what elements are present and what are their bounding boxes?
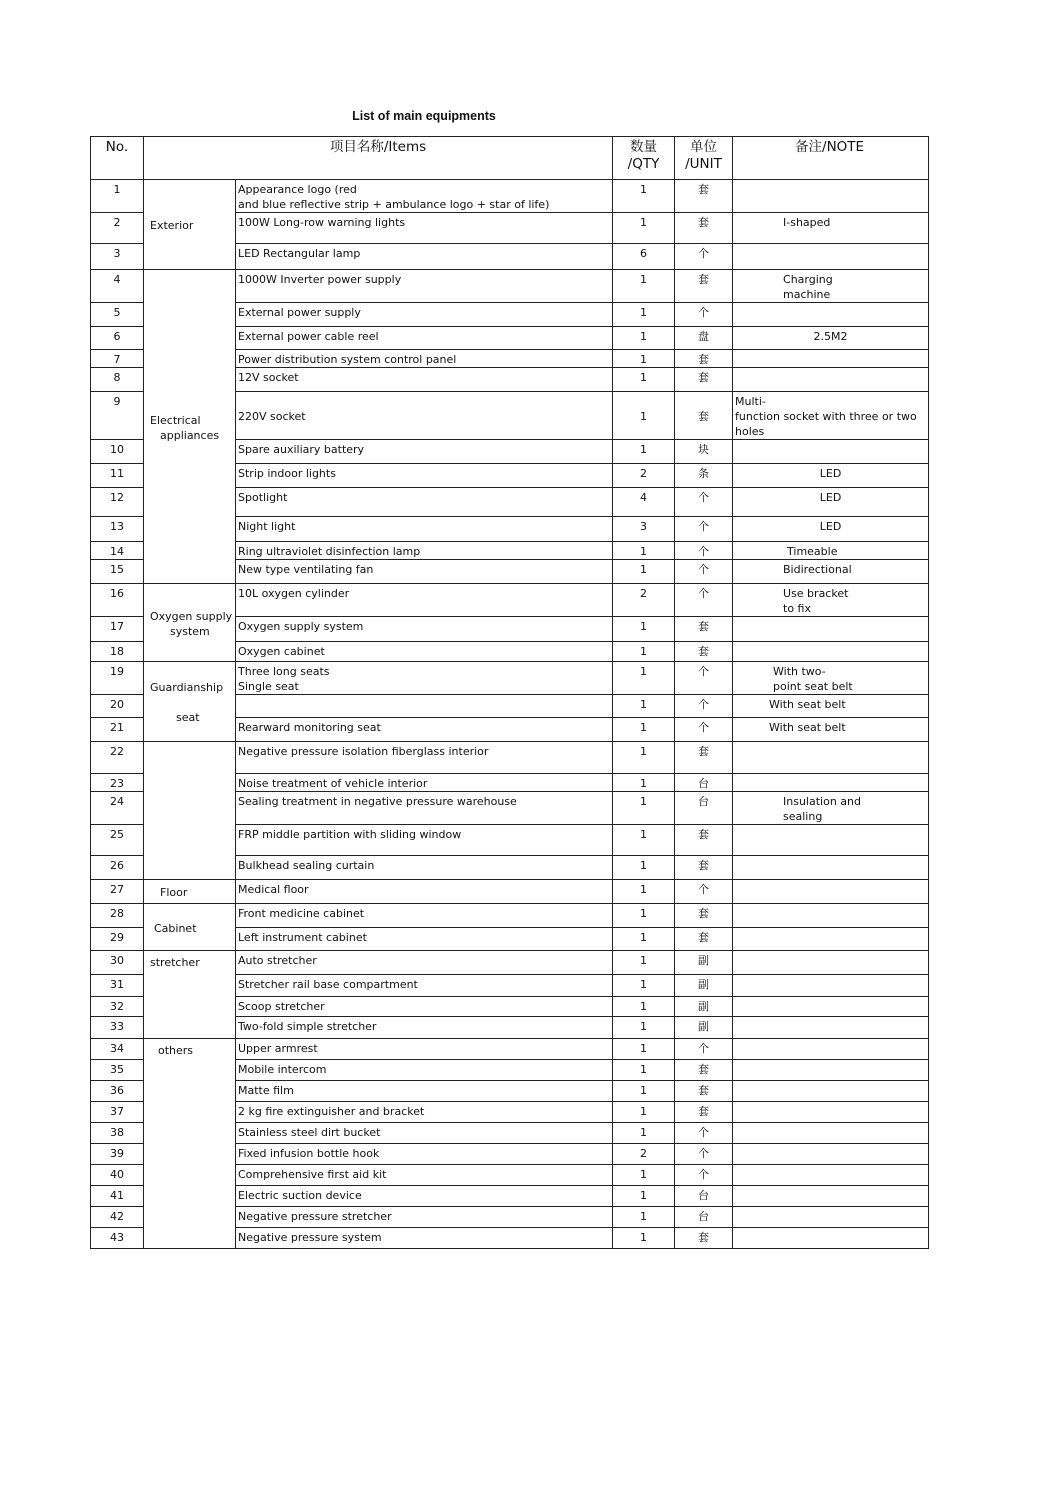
item-name: Spare auxiliary battery xyxy=(236,440,613,464)
item-note: Bidirectional xyxy=(733,560,929,584)
item-note xyxy=(733,1081,929,1102)
row-number: 29 xyxy=(91,928,144,951)
row-number: 21 xyxy=(91,718,144,742)
group-label xyxy=(144,270,236,584)
item-name: 10L oxygen cylinder xyxy=(236,584,613,617)
item-unit: 套 xyxy=(675,1081,733,1102)
row-number: 12 xyxy=(91,488,144,517)
row-number: 3 xyxy=(91,244,144,270)
item-qty: 1 xyxy=(613,213,675,244)
item-name: Oxygen supply system xyxy=(236,617,613,642)
item-qty: 1 xyxy=(613,695,675,718)
item-name: LED Rectangular lamp xyxy=(236,244,613,270)
item-name: Matte film xyxy=(236,1081,613,1102)
item-unit: 套 xyxy=(675,350,733,368)
item-note xyxy=(733,880,929,904)
group-label-line: system xyxy=(170,624,210,638)
header-note: 备注/NOTE xyxy=(733,137,929,180)
header-unit-line1: 单位 xyxy=(690,139,718,155)
item-unit: 副 xyxy=(675,975,733,997)
item-qty: 1 xyxy=(613,1186,675,1207)
item-note: Use bracket to fix xyxy=(733,584,929,617)
item-name: Negative pressure stretcher xyxy=(236,1207,613,1228)
item-note: With seat belt xyxy=(733,718,929,742)
item-qty: 1 xyxy=(613,560,675,584)
item-qty: 1 xyxy=(613,303,675,327)
item-note: With seat belt xyxy=(733,695,929,718)
row-number: 9 xyxy=(91,392,144,440)
item-name: Front medicine cabinet xyxy=(236,904,613,928)
item-name: Appearance logo (red and blue reflective strip + ambulance logo + star of life) xyxy=(236,180,613,213)
item-unit: 套 xyxy=(675,392,733,440)
item-unit: 套 xyxy=(675,1102,733,1123)
item-name: Three long seats Single seat xyxy=(236,662,613,695)
header-items: 项目名称/Items xyxy=(144,137,613,180)
item-qty: 1 xyxy=(613,1039,675,1060)
item-note xyxy=(733,904,929,928)
item-name: Scoop stretcher xyxy=(236,997,613,1017)
item-unit: 个 xyxy=(675,517,733,542)
row-number: 39 xyxy=(91,1144,144,1165)
table-row xyxy=(91,880,929,904)
item-name: Oxygen cabinet xyxy=(236,642,613,662)
item-qty: 4 xyxy=(613,488,675,517)
item-qty: 1 xyxy=(613,975,675,997)
row-number: 32 xyxy=(91,997,144,1017)
item-note: Multi- function socket with three or two holes xyxy=(733,392,929,440)
item-qty: 1 xyxy=(613,350,675,368)
row-number: 7 xyxy=(91,350,144,368)
item-note: Timeable xyxy=(733,542,929,560)
row-number: 33 xyxy=(91,1017,144,1039)
item-name: Left instrument cabinet xyxy=(236,928,613,951)
item-qty: 1 xyxy=(613,904,675,928)
item-note xyxy=(733,997,929,1017)
item-name: Ring ultraviolet disinfection lamp xyxy=(236,542,613,560)
item-unit: 个 xyxy=(675,303,733,327)
row-number: 2 xyxy=(91,213,144,244)
item-unit: 个 xyxy=(675,1165,733,1186)
item-qty: 1 xyxy=(613,440,675,464)
item-note xyxy=(733,1017,929,1039)
item-note: Charging machine xyxy=(733,270,929,303)
group-label-line: Electrical xyxy=(150,413,201,427)
item-note: I-shaped xyxy=(733,213,929,244)
item-note xyxy=(733,975,929,997)
item-note xyxy=(733,1207,929,1228)
item-qty: 2 xyxy=(613,464,675,488)
header-unit-line2: /UNIT xyxy=(685,156,722,172)
item-name: 2 kg fire extinguisher and bracket xyxy=(236,1102,613,1123)
row-number: 42 xyxy=(91,1207,144,1228)
item-unit: 套 xyxy=(675,180,733,213)
table-row xyxy=(91,742,929,774)
item-unit: 个 xyxy=(675,1123,733,1144)
item-unit: 套 xyxy=(675,1060,733,1081)
item-unit: 套 xyxy=(675,1228,733,1249)
item-qty: 1 xyxy=(613,180,675,213)
item-note xyxy=(733,774,929,792)
row-number: 36 xyxy=(91,1081,144,1102)
row-number: 1 xyxy=(91,180,144,213)
item-note xyxy=(733,1060,929,1081)
item-name: Rearward monitoring seat xyxy=(236,718,613,742)
row-number: 19 xyxy=(91,662,144,695)
table-row xyxy=(91,270,929,303)
item-note: 2.5M2 xyxy=(733,327,929,350)
group-label-line: Floor xyxy=(160,886,188,899)
group-label-line: Oxygen supply xyxy=(150,609,233,623)
table-row xyxy=(91,180,929,213)
item-qty: 2 xyxy=(613,584,675,617)
item-unit: 套 xyxy=(675,617,733,642)
item-qty: 1 xyxy=(613,270,675,303)
row-number: 13 xyxy=(91,517,144,542)
group-label-line: Exterior xyxy=(150,219,194,232)
item-qty: 1 xyxy=(613,1207,675,1228)
row-number: 40 xyxy=(91,1165,144,1186)
item-name: Noise treatment of vehicle interior xyxy=(236,774,613,792)
table-row xyxy=(91,1039,929,1060)
item-name: Negative pressure system xyxy=(236,1228,613,1249)
item-unit: 个 xyxy=(675,662,733,695)
item-unit: 台 xyxy=(675,1207,733,1228)
item-note xyxy=(733,1039,929,1060)
item-unit: 个 xyxy=(675,560,733,584)
item-unit: 盘 xyxy=(675,327,733,350)
item-note xyxy=(733,1186,929,1207)
row-number: 34 xyxy=(91,1039,144,1060)
item-qty: 1 xyxy=(613,617,675,642)
table-row xyxy=(91,662,929,695)
item-note: LED xyxy=(733,464,929,488)
item-unit: 套 xyxy=(675,928,733,951)
item-name: 100W Long-row warning lights xyxy=(236,213,613,244)
item-unit: 台 xyxy=(675,1186,733,1207)
item-name: Auto stretcher xyxy=(236,951,613,975)
item-note: Insulation and sealing xyxy=(733,792,929,825)
row-number: 15 xyxy=(91,560,144,584)
item-unit: 个 xyxy=(675,542,733,560)
group-label-line xyxy=(150,695,233,710)
table-row xyxy=(91,951,929,975)
item-qty: 1 xyxy=(613,1060,675,1081)
group-label xyxy=(144,662,236,742)
item-note xyxy=(733,642,929,662)
item-unit: 个 xyxy=(675,1039,733,1060)
item-qty: 1 xyxy=(613,1123,675,1144)
table-header-row xyxy=(91,137,929,180)
group-label-line: Cabinet xyxy=(154,921,197,935)
item-note xyxy=(733,617,929,642)
item-qty: 1 xyxy=(613,742,675,774)
item-name: External power supply xyxy=(236,303,613,327)
item-name: Spotlight xyxy=(236,488,613,517)
item-name: Comprehensive first aid kit xyxy=(236,1165,613,1186)
item-name: Medical floor xyxy=(236,880,613,904)
item-note xyxy=(733,1144,929,1165)
row-number: 8 xyxy=(91,368,144,392)
group-label xyxy=(144,742,236,880)
item-name: 220V socket xyxy=(236,392,613,440)
group-label-line: seat xyxy=(176,711,200,724)
item-qty: 1 xyxy=(613,542,675,560)
table-body xyxy=(91,180,929,1249)
item-qty: 1 xyxy=(613,774,675,792)
item-unit: 套 xyxy=(675,642,733,662)
item-name: FRP middle partition with sliding window xyxy=(236,825,613,856)
item-note xyxy=(733,1102,929,1123)
item-unit: 套 xyxy=(675,213,733,244)
item-note: LED xyxy=(733,517,929,542)
item-unit: 块 xyxy=(675,440,733,464)
header-no: No. xyxy=(91,137,144,180)
item-unit: 套 xyxy=(675,904,733,928)
item-qty: 1 xyxy=(613,327,675,350)
row-number: 28 xyxy=(91,904,144,928)
row-number: 16 xyxy=(91,584,144,617)
item-note: With two- point seat belt xyxy=(733,662,929,695)
item-name: 12V socket xyxy=(236,368,613,392)
item-name: Electric suction device xyxy=(236,1186,613,1207)
item-qty: 1 xyxy=(613,392,675,440)
item-unit: 副 xyxy=(675,951,733,975)
row-number: 25 xyxy=(91,825,144,856)
row-number: 23 xyxy=(91,774,144,792)
item-note xyxy=(733,951,929,975)
item-name: Stainless steel dirt bucket xyxy=(236,1123,613,1144)
item-qty: 1 xyxy=(613,1228,675,1249)
row-number: 24 xyxy=(91,792,144,825)
row-number: 37 xyxy=(91,1102,144,1123)
item-note xyxy=(733,350,929,368)
item-qty: 1 xyxy=(613,1017,675,1039)
group-label-line: others xyxy=(158,1044,194,1057)
item-unit: 套 xyxy=(675,742,733,774)
row-number: 22 xyxy=(91,742,144,774)
item-unit: 台 xyxy=(675,774,733,792)
item-note xyxy=(733,440,929,464)
item-qty: 1 xyxy=(613,792,675,825)
row-number: 18 xyxy=(91,642,144,662)
item-qty: 1 xyxy=(613,642,675,662)
item-unit: 副 xyxy=(675,997,733,1017)
row-number: 4 xyxy=(91,270,144,303)
item-name: Two-fold simple stretcher xyxy=(236,1017,613,1039)
item-qty: 1 xyxy=(613,997,675,1017)
item-qty: 1 xyxy=(613,880,675,904)
group-label xyxy=(144,951,236,1039)
item-name: Stretcher rail base compartment xyxy=(236,975,613,997)
item-unit: 套 xyxy=(675,825,733,856)
item-name: Negative pressure isolation fiberglass interior xyxy=(236,742,613,774)
item-note xyxy=(733,825,929,856)
item-unit: 条 xyxy=(675,464,733,488)
item-qty: 1 xyxy=(613,1081,675,1102)
header-unit xyxy=(675,137,733,180)
header-qty-line2: /QTY xyxy=(627,156,660,172)
item-note xyxy=(733,1165,929,1186)
document-title: List of main equipments xyxy=(352,109,496,123)
row-number: 10 xyxy=(91,440,144,464)
item-note xyxy=(733,856,929,880)
item-note xyxy=(733,1123,929,1144)
group-label-line: Guardianship xyxy=(150,681,224,694)
group-label xyxy=(144,1039,236,1249)
item-qty: 1 xyxy=(613,928,675,951)
group-label xyxy=(144,904,236,951)
row-number: 35 xyxy=(91,1060,144,1081)
row-number: 20 xyxy=(91,695,144,718)
group-label xyxy=(144,180,236,270)
item-unit: 个 xyxy=(675,584,733,617)
item-name: Upper armrest xyxy=(236,1039,613,1060)
item-unit: 套 xyxy=(675,270,733,303)
header-qty xyxy=(613,137,675,180)
item-note xyxy=(733,180,929,213)
row-number: 41 xyxy=(91,1186,144,1207)
item-note xyxy=(733,368,929,392)
item-name: Night light xyxy=(236,517,613,542)
item-unit: 个 xyxy=(675,718,733,742)
row-number: 27 xyxy=(91,880,144,904)
row-number: 14 xyxy=(91,542,144,560)
item-name: 1000W Inverter power supply xyxy=(236,270,613,303)
item-qty: 3 xyxy=(613,517,675,542)
item-unit: 副 xyxy=(675,1017,733,1039)
item-name: New type ventilating fan xyxy=(236,560,613,584)
row-number: 38 xyxy=(91,1123,144,1144)
row-number: 26 xyxy=(91,856,144,880)
item-qty: 1 xyxy=(613,1102,675,1123)
item-qty: 1 xyxy=(613,662,675,695)
item-unit: 个 xyxy=(675,488,733,517)
table-row xyxy=(91,904,929,928)
row-number: 17 xyxy=(91,617,144,642)
item-note: LED xyxy=(733,488,929,517)
item-note xyxy=(733,742,929,774)
item-note xyxy=(733,303,929,327)
group-label xyxy=(144,880,236,904)
item-qty: 1 xyxy=(613,368,675,392)
item-unit: 个 xyxy=(675,695,733,718)
header-qty-line1: 数量 xyxy=(630,139,658,155)
item-note xyxy=(733,928,929,951)
item-qty: 1 xyxy=(613,856,675,880)
group-label-line: stretcher xyxy=(150,956,200,969)
item-qty: 1 xyxy=(613,951,675,975)
item-name xyxy=(236,695,613,718)
equipment-table xyxy=(90,136,929,1249)
row-number: 5 xyxy=(91,303,144,327)
item-unit: 套 xyxy=(675,856,733,880)
item-qty: 1 xyxy=(613,1165,675,1186)
item-qty: 1 xyxy=(613,825,675,856)
group-label xyxy=(144,584,236,662)
item-name: Strip indoor lights xyxy=(236,464,613,488)
item-note xyxy=(733,1228,929,1249)
item-qty: 1 xyxy=(613,718,675,742)
table-row xyxy=(91,584,929,617)
row-number: 30 xyxy=(91,951,144,975)
group-label-line: appliances xyxy=(160,428,220,442)
item-unit: 个 xyxy=(675,244,733,270)
item-unit: 台 xyxy=(675,792,733,825)
item-name: Power distribution system control panel xyxy=(236,350,613,368)
item-name: Sealing treatment in negative pressure warehouse xyxy=(236,792,613,825)
row-number: 43 xyxy=(91,1228,144,1249)
item-note xyxy=(733,244,929,270)
item-unit: 个 xyxy=(675,880,733,904)
group-label-line xyxy=(150,804,233,819)
row-number: 11 xyxy=(91,464,144,488)
item-qty: 2 xyxy=(613,1144,675,1165)
row-number: 6 xyxy=(91,327,144,350)
item-name: Mobile intercom xyxy=(236,1060,613,1081)
item-qty: 6 xyxy=(613,244,675,270)
row-number: 31 xyxy=(91,975,144,997)
item-name: Fixed infusion bottle hook xyxy=(236,1144,613,1165)
item-name: Bulkhead sealing curtain xyxy=(236,856,613,880)
item-unit: 套 xyxy=(675,368,733,392)
item-unit: 个 xyxy=(675,1144,733,1165)
item-name: External power cable reel xyxy=(236,327,613,350)
